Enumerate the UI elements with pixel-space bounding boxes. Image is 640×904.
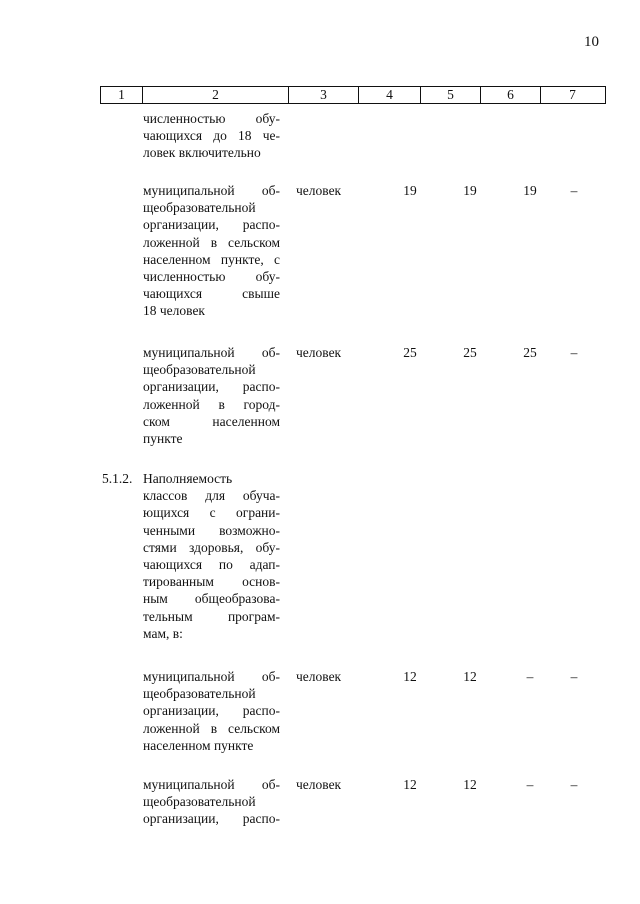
description-line: мам, в: bbox=[143, 625, 183, 641]
description-line: чающихся до 18 че- bbox=[143, 128, 280, 144]
description-line: муниципальной об- bbox=[143, 183, 280, 198]
description-line: муниципальной об- bbox=[143, 777, 280, 792]
description-line: ющихся с ограни- bbox=[143, 505, 280, 521]
description-line: ложенной в сельском bbox=[143, 720, 280, 736]
description-line: организации, распо- bbox=[143, 217, 280, 233]
column-header-5: 5 bbox=[421, 87, 481, 103]
value-cell-6: – bbox=[526, 669, 534, 684]
row-description bbox=[143, 110, 280, 162]
table-header-row bbox=[100, 86, 606, 104]
description-line: Наполняемость bbox=[143, 471, 233, 486]
description-line: населенном пункте, с bbox=[143, 251, 280, 267]
description-line: тированным основ- bbox=[143, 574, 280, 590]
description-line: чающихся свыше bbox=[143, 286, 280, 302]
value-cell-5: 12 bbox=[463, 777, 477, 792]
column-header-3: 3 bbox=[289, 87, 359, 103]
description-line: стями здоровья, обу- bbox=[143, 539, 280, 555]
value-cell-7: – bbox=[570, 669, 578, 684]
description-line: щеобразовательной bbox=[143, 686, 256, 702]
description-line: численностью обу- bbox=[143, 269, 280, 285]
description-line: ловек включительно bbox=[143, 145, 261, 161]
value-cell-4: 12 bbox=[403, 669, 417, 684]
description-line: ском населенном bbox=[143, 413, 280, 429]
value-cell-6: 25 bbox=[523, 345, 537, 360]
description-line: организации, распо- bbox=[143, 379, 280, 395]
description-line: муниципальной об- bbox=[143, 345, 280, 360]
column-header-7: 7 bbox=[569, 87, 576, 102]
description-line: ным общеобразова- bbox=[143, 591, 280, 607]
description-line: классов для обуча- bbox=[143, 488, 280, 504]
description-line: ченными возможно- bbox=[143, 522, 280, 538]
value-cell-6: 19 bbox=[523, 183, 537, 198]
value-cell-4: 12 bbox=[403, 777, 417, 792]
description-line: численностью обу- bbox=[143, 111, 280, 126]
row-description bbox=[143, 182, 280, 320]
column-header-2: 2 bbox=[143, 87, 289, 103]
column-header-4: 4 bbox=[359, 87, 421, 103]
description-line: муниципальной об- bbox=[143, 669, 280, 684]
unit-cell: человек bbox=[296, 669, 342, 684]
unit-cell: человек bbox=[296, 345, 342, 360]
row-description bbox=[143, 470, 280, 642]
description-line: организации, распо- bbox=[143, 811, 280, 827]
column-header-6: 6 bbox=[481, 87, 541, 103]
description-line: пункте bbox=[143, 431, 183, 447]
section-number: 5.1.2. bbox=[102, 471, 133, 486]
row-description bbox=[143, 776, 280, 828]
description-line: 18 человек bbox=[143, 303, 205, 319]
description-line: организации, распо- bbox=[143, 703, 280, 719]
description-line: ложенной в сельском bbox=[143, 234, 280, 250]
description-line: щеобразовательной bbox=[143, 362, 256, 378]
value-cell-7: – bbox=[570, 183, 578, 198]
value-cell-5: 25 bbox=[463, 345, 477, 360]
column-header-1: 1 bbox=[101, 87, 143, 103]
description-line: ложенной в город- bbox=[143, 396, 280, 412]
value-cell-7: – bbox=[570, 345, 578, 360]
value-cell-7: – bbox=[570, 777, 578, 792]
description-line: тельным програм- bbox=[143, 608, 280, 624]
row-description bbox=[143, 344, 280, 447]
description-line: населенном пункте bbox=[143, 737, 254, 753]
description-line: щеобразовательной bbox=[143, 200, 256, 216]
value-cell-4: 19 bbox=[403, 183, 417, 198]
description-line: чающихся по адап- bbox=[143, 557, 280, 573]
value-cell-6: – bbox=[526, 777, 534, 792]
description-line: щеобразовательной bbox=[143, 794, 256, 810]
row-description bbox=[143, 668, 280, 754]
page-number: 10 bbox=[584, 34, 599, 50]
unit-cell: человек bbox=[296, 183, 342, 198]
value-cell-5: 19 bbox=[463, 183, 477, 198]
value-cell-4: 25 bbox=[403, 345, 417, 360]
value-cell-5: 12 bbox=[463, 669, 477, 684]
unit-cell: человек bbox=[296, 777, 342, 792]
